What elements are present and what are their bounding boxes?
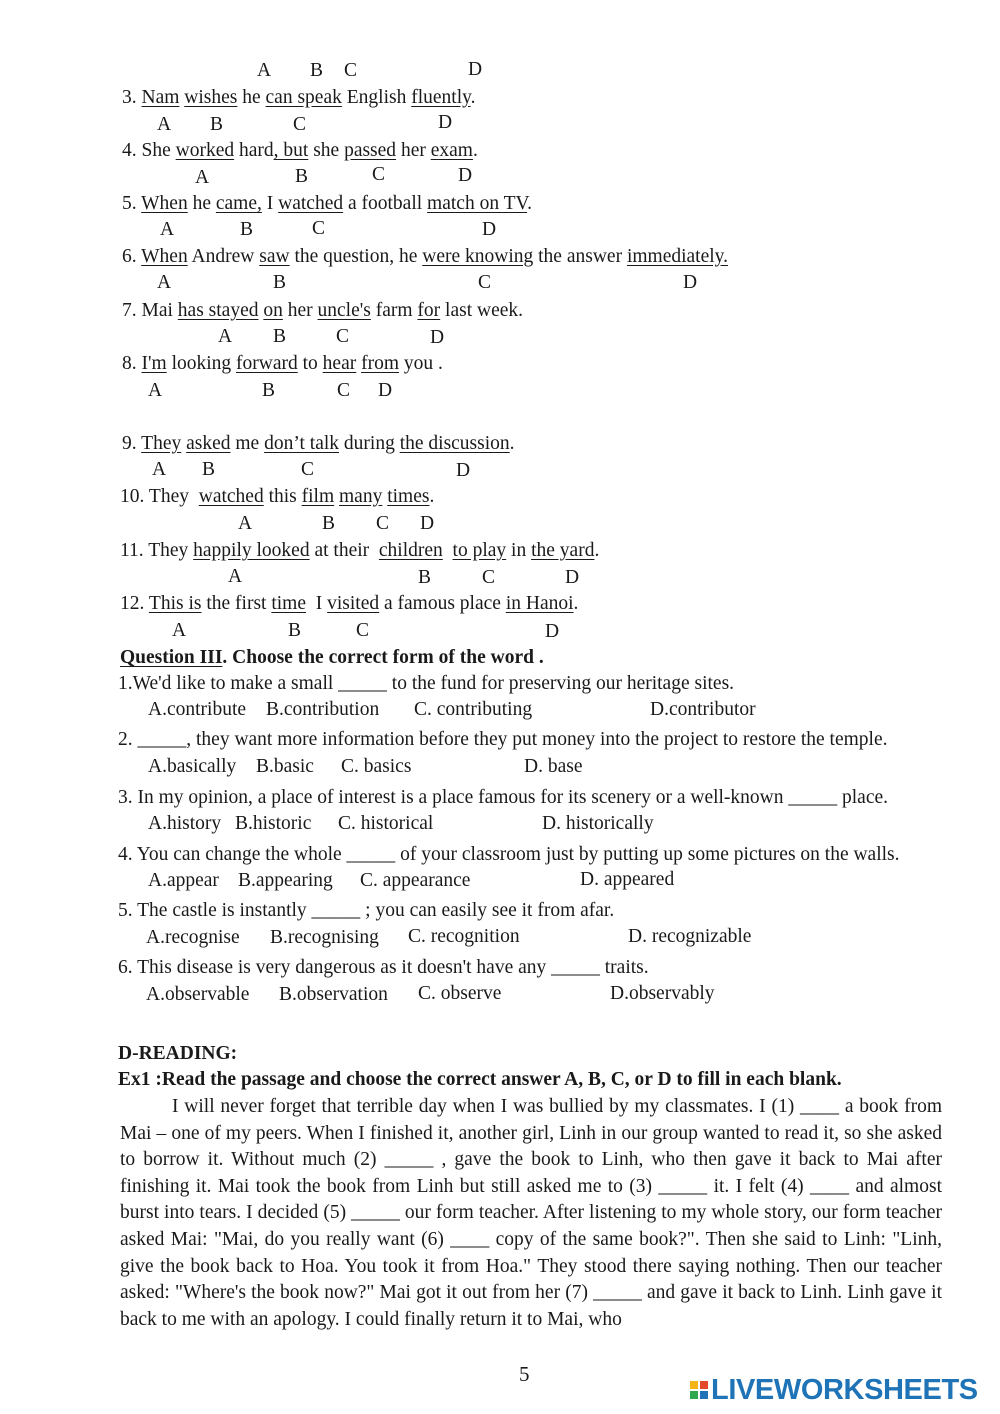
letter-a: A [228,566,243,587]
reading-exercise-instruction: Ex1 :Read the passage and choose the correct answer A, B, C, or D to fill in each blank. [118,1069,842,1090]
option-c: C. appearance [360,870,471,891]
letter-a: A [157,272,172,293]
word-form-item-4: 4. You can change the whole _____ of your classroom just by putting up some pictures on the walls. [118,844,900,865]
letter-b: B [288,620,302,641]
letter-a: A [160,219,175,240]
word-form-item-3: 3. In my opinion, a place of interest is a place famous for its scenery or a well-known _____ place. [118,787,889,808]
word-form-item-2: 2. _____, they want more information before they put money into the project to restore the temple. [118,729,888,750]
word-form-item-6: 6. This disease is very dangerous as it doesn't have any _____ traits. [118,957,649,978]
letter-c: C [356,620,370,641]
option-c: C. historical [338,813,434,834]
reading-section-title: D-READING: [118,1043,238,1064]
letter-a: A [218,326,233,347]
option-c: C. observe [418,983,502,1004]
option-c: C. recognition [408,926,520,947]
letter-c: C [372,164,386,185]
letter-d: D [458,165,473,186]
error-item-7: 7. Mai has stayed on her uncle's farm for last week. [122,300,524,321]
q2-letter-c: C [344,60,358,81]
option-b: B.appearing [238,870,333,891]
word-form-item-1: 1.We'd like to make a small _____ to the fund for preserving our heritage sites. [118,673,735,694]
liveworksheets-icon [690,1381,708,1399]
letter-a: A [238,513,253,534]
letter-d: D [545,621,560,642]
option-d: D. base [524,756,583,777]
letter-d: D [438,112,453,133]
letter-a: A [172,620,187,641]
letter-b: B [210,114,224,135]
letter-d: D [420,513,435,534]
option-d: D. historically [542,813,654,834]
letter-a: A [157,114,172,135]
q2-letter-a: A [257,60,272,81]
letter-b: B [202,459,216,480]
option-b: B.historic [235,813,312,834]
reading-passage: I will never forget that terrible day when I was bullied by my classmates. I (1) ____ a book from Mai – one of my peers. When I finished it, another girl, Linh in our group wanted to read it, so she asked to borrow it. Without much (2) _____ , gave the book to Linh, who then gave it back to Mai after finishing it. Mai took the book from Linh but still asked me to (3) _____ it. I felt (4) ____ and almost burst into tears. I decided (5) _____ our form teacher. After listening to my whole story, our form teacher asked Mai: "Mai, do you really want (6) ____ copy of the same book?". Then she said to Linh: "Linh, give the book back to Hoa. You took it from Hoa." They stood there saying nothing. Then our teacher asked: "Where's the book now?" Mai got it out from her (7) _____ and gave it back to Linh. Linh gave it back to me with an apology. I could finally return it to Mai, who [120,1096,942,1330]
letter-d: D [378,380,393,401]
letter-a: A [148,380,163,401]
letter-d: D [482,219,497,240]
letter-b: B [240,219,254,240]
letter-d: D [456,460,471,481]
error-item-11: 11. They happily looked at their children to play in the yard. [120,540,600,561]
letter-d: D [565,567,580,588]
option-d: D. recognizable [628,926,752,947]
option-b: B.contribution [266,699,380,720]
error-item-6: 6. When Andrew saw the question, he were knowing the answer immediately. [122,246,729,267]
letter-c: C [376,513,390,534]
q2-letter-b: B [310,60,324,81]
option-b: B.basic [256,756,314,777]
option-b: B.recognising [270,927,379,948]
brand-name: LIVEWORKSHEETS [711,1373,978,1406]
error-item-10: 10. They watched this film many times. [120,486,435,507]
letter-c: C [482,567,496,588]
option-a: A.contribute [148,699,247,720]
letter-b: B [273,272,287,293]
option-a: A.appear [148,870,219,891]
error-item-8: 8. I'm looking forward to hear from you . [122,353,443,374]
letter-c: C [301,459,315,480]
option-a: A.history [148,813,222,834]
letter-a: A [195,167,210,188]
letter-a: A [152,459,167,480]
option-d: D.contributor [650,699,756,720]
error-item-4: 4. She worked hard, but she passed her exam. [122,140,478,161]
error-item-9: 9. They asked me don’t talk during the discussion. [122,433,515,454]
word-form-item-5: 5. The castle is instantly _____ ; you can easily see it from afar. [118,900,615,921]
letter-c: C [293,114,307,135]
letter-b: B [295,166,309,187]
option-c: C. contributing [414,699,533,720]
letter-d: D [430,327,445,348]
letter-b: B [262,380,276,401]
error-item-5: 5. When he came, I watched a football match on TV. [122,193,532,214]
letter-c: C [478,272,492,293]
option-d: D. appeared [580,869,675,890]
option-d: D.observably [610,983,715,1004]
error-item-12: 12. This is the first time I visited a famous place in Hanoi. [120,593,579,614]
letter-c: C [336,326,350,347]
letter-b: B [273,326,287,347]
letter-d: D [683,272,698,293]
letter-b: B [418,567,432,588]
option-a: A.basically [148,756,237,777]
page-number: 5 [519,1362,530,1386]
letter-b: B [322,513,336,534]
option-a: A.recognise [146,927,240,948]
option-a: A.observable [146,984,250,1005]
letter-c: C [337,380,351,401]
q2-letter-d: D [468,59,483,80]
letter-c: C [312,218,326,239]
liveworksheets-logo [690,1374,990,1406]
error-item-3: 3. Nam wishes he can speak English fluently. [122,87,476,108]
option-c: C. basics [341,756,412,777]
option-b: B.observation [279,984,388,1005]
question-3-heading: Question III. Choose the correct form of the word . [120,647,544,668]
